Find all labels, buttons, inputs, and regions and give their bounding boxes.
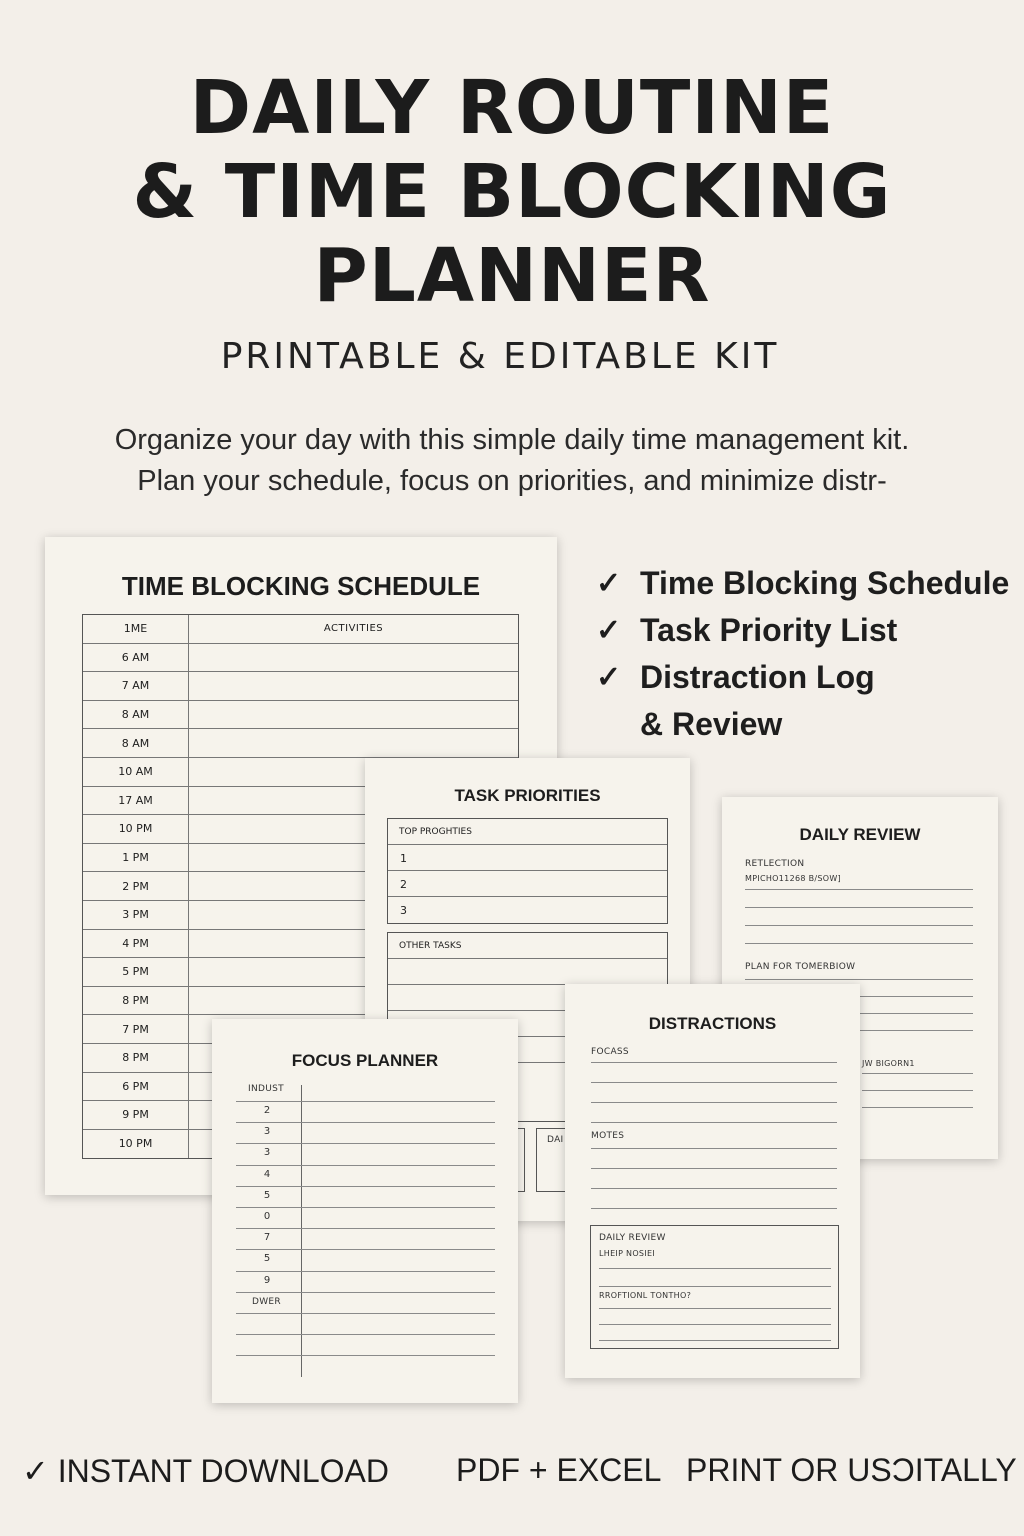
title-line-2: & TIME BLOCKING	[132, 149, 892, 235]
time-cell: 2 PM	[83, 872, 189, 900]
writing-line	[745, 889, 973, 890]
row-line	[236, 1292, 495, 1293]
writing-line	[591, 1168, 837, 1169]
print-digital-label: PRINT OR USƆITALLY	[686, 1452, 1017, 1488]
reflection-label: RETLECTION	[745, 859, 805, 869]
time-cell: 5 PM	[83, 958, 189, 986]
time-cell: 1 PM	[83, 844, 189, 872]
time-cell: 9 PM	[83, 1101, 189, 1129]
row-line	[236, 1271, 495, 1272]
footer-label: DWER	[252, 1297, 281, 1307]
box-header: TOP PROGHTIES	[388, 819, 667, 845]
writing-line	[591, 1122, 837, 1123]
writing-line	[599, 1286, 831, 1287]
table-row	[83, 701, 518, 730]
writing-line	[591, 1208, 837, 1209]
writing-line	[599, 1308, 831, 1309]
time-cell: 8 PM	[83, 1044, 189, 1072]
row-number: 2	[263, 1105, 271, 1116]
priority-line: 2	[388, 871, 667, 897]
row-number: 5	[263, 1253, 271, 1265]
checkmark-icon: ✓	[596, 567, 622, 600]
row-line	[236, 1313, 495, 1314]
feature-item	[596, 560, 1024, 607]
row-line	[236, 1186, 495, 1187]
table-row	[83, 672, 518, 701]
box-header: DAILY REVIEW	[599, 1233, 666, 1243]
row-line	[236, 1143, 495, 1144]
checkmark-icon: ✓	[596, 661, 622, 694]
activity-cell	[189, 701, 518, 729]
row-number: 4	[263, 1168, 271, 1180]
feature-item	[596, 654, 1024, 701]
writing-line	[745, 979, 973, 980]
extra-label: JW BIGORN1	[862, 1059, 915, 1068]
sheet-title: TASK PRIORITIES	[454, 786, 601, 805]
plan-label: PLAN FOR TOMERBIOW	[745, 962, 856, 972]
column-divider	[301, 1085, 302, 1377]
row-line	[236, 1249, 495, 1250]
activity-cell	[189, 729, 518, 757]
focus-planner-sheet	[212, 1019, 518, 1403]
time-cell: 7 PM	[83, 1015, 189, 1043]
table-row	[83, 644, 518, 673]
row-number: 0	[263, 1211, 271, 1222]
sheet-title: FOCUS PLANNER	[291, 1051, 439, 1070]
description-line-1: Organize your day with this simple daily time management kit.	[114, 424, 910, 456]
activity-cell	[189, 644, 518, 672]
activity-cell	[189, 672, 518, 700]
column-header: INDUST	[248, 1084, 284, 1094]
time-cell: 17 AM	[83, 787, 189, 815]
box-sublabel: RROFTIONL TONTHO?	[599, 1291, 692, 1300]
row-number: 7	[263, 1232, 271, 1244]
box-sublabel: LHEIP NOSIEI	[599, 1249, 655, 1258]
sheet-title: TIME BLOCKING SCHEDULE	[121, 571, 481, 601]
row-number: 5	[263, 1189, 271, 1201]
task-line	[388, 959, 667, 985]
page-title	[0, 66, 1024, 318]
time-cell: 3 PM	[83, 901, 189, 929]
writing-line	[599, 1268, 831, 1269]
row-line	[236, 1334, 495, 1335]
daily-review-box	[590, 1225, 839, 1349]
feature-label: Time Blocking Schedule	[640, 565, 1010, 601]
writing-line	[599, 1324, 831, 1325]
time-cell: 8 AM	[83, 729, 189, 757]
writing-line	[591, 1062, 837, 1063]
time-column-header: 1ME	[83, 615, 189, 643]
feature-label: Distraction Log	[640, 659, 875, 695]
formats-label: PDF + EXCEL	[456, 1452, 662, 1488]
feature-list	[596, 560, 1024, 748]
row-number: 3	[263, 1147, 271, 1159]
writing-line	[599, 1340, 831, 1341]
distractions-sheet	[565, 984, 860, 1378]
table-header-row	[83, 615, 518, 644]
sheet-title: DAILY REVIEW	[799, 825, 921, 844]
activities-column-header: ACTIVITIES	[323, 623, 384, 635]
row-line	[236, 1355, 495, 1356]
writing-line	[591, 1148, 837, 1149]
description	[0, 420, 1024, 502]
focus-label: FOCASS	[591, 1047, 629, 1057]
writing-line	[862, 1090, 973, 1091]
sheet-title: DISTRACTIONS	[648, 1014, 777, 1033]
feature-label: Task Priority List	[640, 612, 898, 648]
title-line-1: DAILY ROUTINE	[189, 65, 835, 151]
top-priorities-box	[387, 818, 668, 924]
feature-item	[596, 607, 1024, 654]
row-line	[236, 1207, 495, 1208]
time-cell: 10 AM	[83, 758, 189, 786]
writing-line	[745, 943, 973, 944]
box-header: OTHER TASKS	[388, 933, 667, 959]
priority-line: 1	[388, 845, 667, 871]
row-number: 9	[263, 1274, 271, 1286]
reflection-sublabel: MPICHO11268 B/SOW]	[745, 874, 841, 883]
writing-line	[591, 1188, 837, 1189]
instant-download-label: ✓ INSTANT DOWNLOAD	[22, 1453, 389, 1489]
time-cell: 8 AM	[83, 701, 189, 729]
priority-line: 3	[400, 904, 407, 917]
box-label: DAI	[547, 1135, 564, 1145]
footer-bar	[22, 1452, 1017, 1496]
writing-line	[745, 925, 973, 926]
time-cell: 10 PM	[83, 1130, 189, 1159]
time-cell: 6 AM	[83, 644, 189, 672]
subtitle: PRINTABLE & EDITABLE KIT	[220, 336, 780, 377]
time-cell: 7 AM	[83, 672, 189, 700]
writing-line	[862, 1107, 973, 1108]
writing-line	[745, 907, 973, 908]
description-line-2: Plan your schedule, focus on priorities, and minimize distr-	[137, 465, 887, 497]
checkmark-icon: ✓	[596, 614, 622, 647]
feature-continuation: & Review	[640, 706, 783, 742]
row-line	[236, 1165, 495, 1166]
time-cell: 6 PM	[83, 1073, 189, 1101]
row-line	[236, 1228, 495, 1229]
notes-label: MOTES	[591, 1131, 625, 1141]
time-cell: 10 PM	[83, 815, 189, 843]
row-number: 3	[263, 1126, 271, 1138]
time-cell: 4 PM	[83, 930, 189, 958]
row-line	[236, 1122, 495, 1123]
row-line	[236, 1101, 495, 1102]
time-cell: 8 PM	[83, 987, 189, 1015]
table-row	[83, 729, 518, 758]
writing-line	[862, 1073, 973, 1074]
title-line-3: PLANNER	[313, 233, 711, 319]
writing-line	[591, 1102, 837, 1103]
writing-line	[591, 1082, 837, 1083]
